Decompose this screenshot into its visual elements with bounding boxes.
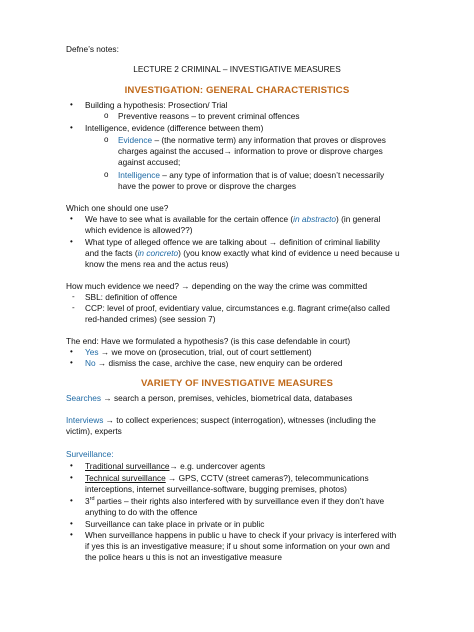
searches-line: Searches → search a person, premises, vehicles, biometrical data, databases bbox=[66, 393, 353, 403]
abstracto-line-2: which evidence is allowed??) bbox=[85, 225, 193, 235]
sbl-item: SBL: definition of offence bbox=[85, 292, 178, 302]
public-surveillance-line-2: if yes this is an investigative measure; if u shout some information on your own and bbox=[85, 541, 390, 551]
technical-surveillance-line-2: interceptions, internet surveillance-software, bugging premises, photos) bbox=[85, 484, 347, 494]
interviews-line-2: victim), experts bbox=[66, 426, 122, 436]
yes-item: Yes → we move on (prosecution, trial, out of court settlement) bbox=[85, 347, 312, 357]
evidence-term: Evidence bbox=[118, 135, 153, 145]
bullet-glyph: • bbox=[70, 347, 73, 356]
traditional-surveillance-item: Traditional surveillance→ e.g. undercover agents bbox=[85, 461, 266, 471]
intelligence-definition: Intelligence – any type of information that is of value; doesn’t necessarily bbox=[118, 170, 385, 180]
bullet-glyph: • bbox=[70, 358, 73, 367]
ccp-item: CCP: level of proof, evidentiary value, circumstances e.g. flagrant crime(also called bbox=[85, 303, 390, 313]
public-surveillance-line-3: the police hears u this is not an investigative measure bbox=[85, 552, 282, 562]
concreto-line-3: know the mens rea and the actus reus) bbox=[85, 259, 229, 269]
public-surveillance-item: When surveillance happens in public u have to check if your privacy is interfered with bbox=[85, 530, 397, 540]
no-item: No → dismiss the case, archive the case, new enquiry can be ordered bbox=[85, 358, 343, 368]
searches-term: Searches bbox=[66, 393, 102, 403]
bullet-glyph: • bbox=[70, 214, 73, 223]
abstracto-item: We have to see what is available for the certain offence (in abstracto) (in general bbox=[85, 214, 381, 224]
third-parties-item: 3rd parties – their rights also interfered with by surveillance even if they don’t have bbox=[85, 496, 385, 506]
bullet-glyph: • bbox=[70, 123, 73, 132]
intelligence-term: Intelligence bbox=[118, 170, 160, 180]
evidence-line-3: against accused; bbox=[118, 157, 181, 167]
ccp-line-2: red-handed crimes) (see session 7) bbox=[85, 314, 216, 324]
hypothesis-item: Building a hypothesis: Prosection/ Trial bbox=[85, 100, 228, 110]
surveillance-heading: Surveillance: bbox=[66, 449, 114, 459]
concreto-item: What type of alleged offence we are talking about → definition of criminal liability bbox=[85, 237, 381, 247]
technical-surveillance-term: Technical surveillance bbox=[85, 473, 166, 483]
dash-glyph: - bbox=[72, 303, 75, 312]
traditional-surveillance-term: Traditional surveillance bbox=[85, 461, 170, 471]
end-question: The end: Have we formulated a hypothesis? (is this case defendable in court) bbox=[66, 336, 351, 346]
intelligence-line-2: have the power to prove or disprove the charges bbox=[118, 181, 297, 191]
evidence-needed-question: How much evidence we need? → depending on the way the crime was committed bbox=[66, 281, 368, 291]
bullet-glyph: • bbox=[70, 237, 73, 246]
circle-glyph: o bbox=[104, 135, 109, 144]
in-abstracto-term: in abstracto bbox=[293, 214, 337, 224]
interviews-term: Interviews bbox=[66, 415, 104, 425]
circle-glyph: o bbox=[104, 170, 109, 179]
dash-glyph: - bbox=[72, 292, 75, 301]
technical-surveillance-item: Technical surveillance → GPS, CCTV (street cameras?), telecommunications bbox=[85, 473, 369, 483]
private-public-item: Surveillance can take place in private or in public bbox=[85, 519, 265, 529]
preventive-item: Preventive reasons – to prevent criminal offences bbox=[118, 111, 300, 121]
bullet-glyph: • bbox=[70, 461, 73, 470]
section-heading-general: INVESTIGATION: GENERAL CHARACTERISTICS bbox=[124, 85, 350, 96]
bullet-glyph: • bbox=[70, 100, 73, 109]
in-concreto-term: in concreto bbox=[137, 248, 179, 258]
evidence-line-2: charges against the accused→ information to prove or disprove charges bbox=[118, 146, 383, 156]
lecture-title: LECTURE 2 CRIMINAL – INVESTIGATIVE MEASURES bbox=[133, 64, 341, 74]
which-question: Which one should one use? bbox=[66, 203, 169, 213]
notes-title: Defne’s notes: bbox=[66, 44, 119, 54]
bullet-glyph: • bbox=[70, 496, 73, 505]
interviews-line: Interviews → to collect experiences; suspect (interrogation), witnesses (including the bbox=[66, 415, 376, 425]
third-parties-line-2: anything to do with the offence bbox=[85, 507, 198, 517]
intel-evidence-item: Intelligence, evidence (difference between them) bbox=[85, 123, 264, 133]
bullet-glyph: • bbox=[70, 519, 73, 528]
yes-term: Yes bbox=[85, 347, 99, 357]
section-heading-measures: VARIETY OF INVESTIGATIVE MEASURES bbox=[140, 378, 333, 389]
no-term: No bbox=[85, 358, 96, 368]
circle-glyph: o bbox=[104, 111, 109, 120]
bullet-glyph: • bbox=[70, 473, 73, 482]
evidence-definition: Evidence – (the normative term) any information that proves or disproves bbox=[118, 135, 386, 145]
concreto-line-2: and the facts (in concreto) (you know exactly what kind of evidence u need because u bbox=[85, 248, 400, 258]
bullet-glyph: • bbox=[70, 530, 73, 539]
